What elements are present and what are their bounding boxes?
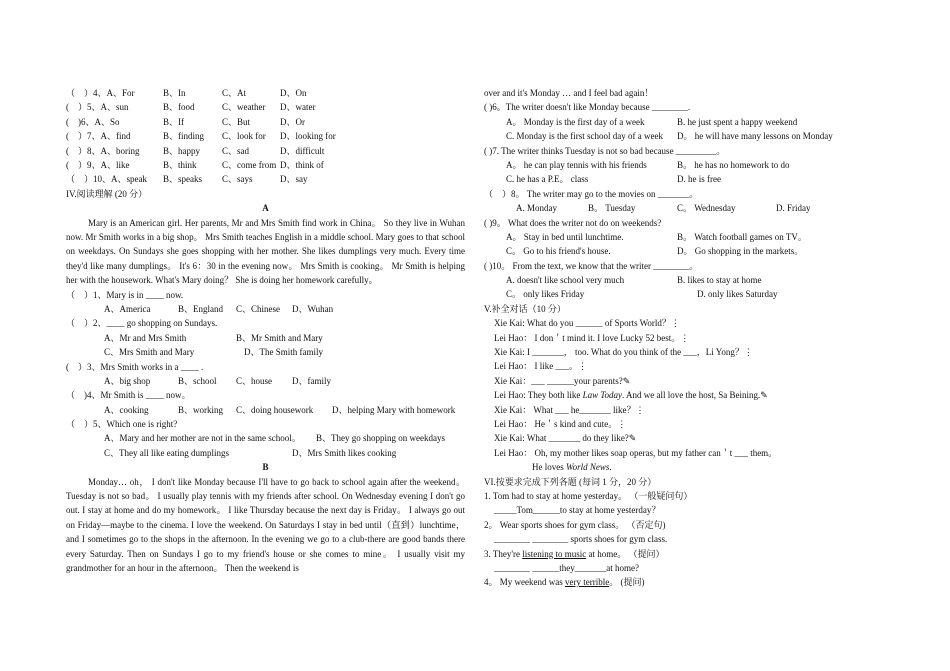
option-c: C、doing housework xyxy=(236,404,314,415)
reading-question-8 xyxy=(484,187,848,201)
reading-question-10 xyxy=(484,259,848,273)
tv-show-title: World News xyxy=(566,462,610,473)
option-c: C. he has a P.E。 class xyxy=(506,174,589,185)
reading-options-6a xyxy=(484,115,848,129)
option-b: B、happy xyxy=(163,145,200,156)
section-6-title: VI.按要求完成下列各题 (每词 1 分，20 分） xyxy=(484,476,657,487)
question-text: （ ）2、____ go shopping on Sundays. xyxy=(66,318,218,329)
reading-options-7b xyxy=(484,172,848,186)
dialog-line-2 xyxy=(484,331,848,345)
option-b: B。 he has no homework to do xyxy=(677,159,790,170)
option-b: B、food xyxy=(163,102,195,113)
left-column xyxy=(66,86,465,575)
option-a: A。 Stay in bed until lunchtime. xyxy=(506,231,624,242)
task-pre: 3. They're xyxy=(484,548,520,559)
task-4 xyxy=(484,575,848,589)
option-d: D、helping Mary with homework xyxy=(332,404,456,415)
option-c: C、come from xyxy=(222,159,277,170)
passage-b-text: Monday… oh， I don't like Monday because I'll have to go back to school again after the weekend。 Tuesday is not so bad。 I usually play tennis with my friends after school. On Wednesday evening I don't go out. I stay at home and do my homework。 I like Thursday because the next day is Friday。 I always go out on Friday—maybe to the cinema. I love the weekend. On Saturdays I stay in bed until（直到）lunchtime， and I sometimes go to the shops in the afternoon. In the evening we go to a club-there are good bands there every Saturday. Then on Sundays I go to my friend's house or she comes to mine。 I usually visit my grandmother for an hour in the afternoon。 Then the weekend is xyxy=(66,476,465,574)
task-3-answer xyxy=(484,561,848,575)
task-2 xyxy=(484,518,848,532)
reading-options-5b xyxy=(66,446,465,460)
option-d: D、think of xyxy=(280,159,324,170)
dialog-line-4 xyxy=(484,359,848,373)
cloze-question-5 xyxy=(66,100,465,114)
reading-question-7 xyxy=(484,144,848,158)
option-a: A. Monday xyxy=(516,203,557,214)
question-text: ( ）3、Mrs Smith works in a ____ . xyxy=(66,361,204,372)
dialog-text: Xie Kai：___ ______your parents?✎ xyxy=(494,375,631,386)
option-b: B、school xyxy=(178,375,217,386)
option-d: D、difficult xyxy=(280,145,325,156)
reading-options-3 xyxy=(66,374,465,388)
task-text xyxy=(484,549,664,559)
option-b: B、think xyxy=(163,159,197,170)
dialog-line-1 xyxy=(484,316,848,330)
cloze-question-6 xyxy=(66,115,465,129)
option-d: D. Friday xyxy=(776,203,811,214)
section-4-title: IV.阅读理解 (20 分） xyxy=(66,188,148,199)
reading-question-1 xyxy=(66,288,465,302)
passage-a-text: Mary is an American girl. Her parents, Mr and Mrs Smith find work in China。 So they live in Wuhan now. Mr Smith works in a big shop。 Mrs Smith teaches English in a middle school. Mary goes to that school on weekdays. On Sundays she goes shopping with her mother. She likes dumplings very much. Every time they'd like many dumplings。 It's 6：30 in the evening now。 Mrs Smith is cooking。 Mr Smith is helping her with the housework. What's Mary doing？ She is doing her homework carefully。 xyxy=(66,217,465,286)
reading-question-9 xyxy=(484,216,848,230)
option-c: C。 only likes Friday xyxy=(506,289,585,300)
reading-options-1 xyxy=(66,302,465,316)
dialog-line-10 xyxy=(484,446,848,460)
task-2-answer xyxy=(484,532,848,546)
task-text: 1. Tom had to stay at home yesterday。 （一般疑问句） xyxy=(484,490,693,501)
reading-options-4 xyxy=(66,403,465,417)
reading-options-8 xyxy=(484,201,848,215)
reading-options-10b xyxy=(484,287,848,301)
option-a: A。 he can play tennis with his friends xyxy=(506,159,647,170)
dialog-text-a: He loves xyxy=(532,462,564,473)
dialog-text: Xie Kai: What _______ do they like?✎ xyxy=(494,433,637,444)
question-number: ( ）8、A、boring xyxy=(66,145,140,156)
reading-question-6 xyxy=(484,100,848,114)
question-number: ( ）9、A、like xyxy=(66,159,130,170)
reading-question-4 xyxy=(66,388,465,402)
task-1-answer xyxy=(484,503,848,517)
reading-question-2 xyxy=(66,316,465,330)
option-b: B、speaks xyxy=(163,174,202,185)
passage-a-title: A xyxy=(262,203,269,214)
reading-options-9a xyxy=(484,230,848,244)
task-text xyxy=(484,577,644,587)
task-post: 。 (提问) xyxy=(609,577,645,588)
option-b: B. he just spent a happy weekend xyxy=(677,116,798,127)
option-d: D. he is free xyxy=(677,174,721,185)
option-b: B、In xyxy=(163,88,186,98)
dialog-line-5 xyxy=(484,374,848,388)
question-text: ( )9。 What does the writer not do on weekends? xyxy=(484,217,662,228)
option-a: A、America xyxy=(104,303,151,314)
option-c: C、says xyxy=(222,174,253,185)
dialog-line-7 xyxy=(484,403,848,417)
option-a: A。 Monday is the first day of a week xyxy=(506,116,645,127)
option-d: D、looking for xyxy=(280,131,336,142)
task-pre: 4。 My weekend was xyxy=(484,577,563,588)
dialog-line-3 xyxy=(484,345,848,359)
question-text: （ ）5、Which one is right? xyxy=(66,419,178,430)
dialog-speaker-text: Lei Hao: They both like xyxy=(494,390,581,401)
option-c: C、But xyxy=(222,116,251,127)
option-c: C、weather xyxy=(222,102,266,113)
dialog-line-8 xyxy=(484,417,848,431)
option-b: B。 Tuesday xyxy=(588,203,636,214)
cloze-question-8 xyxy=(66,144,465,158)
option-b: B、working xyxy=(178,404,224,415)
option-c: C、look for xyxy=(222,131,266,142)
task-3 xyxy=(484,547,848,561)
task-post: at home。 （提问） xyxy=(588,548,665,559)
question-number: ( ）5、A、sun xyxy=(66,102,129,113)
option-d: D、Wuhan xyxy=(292,303,334,314)
option-b: B、finding xyxy=(163,131,205,142)
passage-b-title: B xyxy=(262,462,269,473)
dialog-line-6 xyxy=(484,388,848,402)
underlined-phrase: listening to music xyxy=(522,548,587,559)
option-d: D、The Smith family xyxy=(244,347,323,358)
option-b: B、If xyxy=(163,116,184,127)
option-a: A、Mr and Mrs Smith xyxy=(104,332,187,343)
option-c: C、At xyxy=(222,88,247,98)
option-a: A、Mary and her mother are not in the same school。 xyxy=(104,433,301,444)
option-a: A. doesn't like school very much xyxy=(506,275,625,286)
cloze-question-9 xyxy=(66,158,465,172)
passage-b-ending xyxy=(484,86,848,100)
question-number: （ ）10、A、speak xyxy=(66,174,147,185)
task-text: 2。 Wear sports shoes for gym class。 （否定句) xyxy=(484,519,666,530)
reading-question-3 xyxy=(66,360,465,374)
dialog-tail: . And we all love the host, Sa Beining.✎ xyxy=(622,390,768,401)
option-d: D。 he will have many lessons on Monday xyxy=(677,131,833,142)
dialog-text: Lei Hao： He＇s kind and cute。⋮ xyxy=(494,418,627,429)
answer-line: ________ ________ sports shoes for gym class. xyxy=(494,534,668,545)
option-d: D、Or xyxy=(280,116,305,127)
task-1 xyxy=(484,489,848,503)
option-b: B、Mr Smith and Mary xyxy=(236,332,323,343)
dialog-text: Xie Kai： What ___ he_______ like？⋮ xyxy=(494,404,645,415)
dialog-text-b: . xyxy=(609,462,612,473)
question-text: （ ）8。 The writer may go to the movies on _______。 xyxy=(484,188,699,199)
dialog-text: Xie Kai: I _______， too. What do you think of the ___，Li Yong？⋮ xyxy=(494,347,753,358)
option-c: C、sad xyxy=(222,145,250,156)
option-c: C、Chinese xyxy=(236,303,280,314)
reading-options-5a xyxy=(66,431,465,445)
question-text: （ ）1、Mary is in ____ now. xyxy=(66,289,184,300)
question-text: ( )10。 From the text, we know that the writer ________。 xyxy=(484,260,699,271)
answer-line: _____Tom______to stay at home yesterday？ xyxy=(494,505,661,516)
reading-options-2b xyxy=(66,345,465,359)
dialog-text: Lei Hao： Oh, my mother likes soap operas, but my father can＇t ___ them。 xyxy=(494,447,778,458)
option-d: D。 Go shopping in the markets。 xyxy=(677,246,804,257)
question-number: ( )6、A、So xyxy=(66,116,120,127)
option-c: C。 Go to his friend's house. xyxy=(506,246,611,257)
option-d: D、Mrs Smith likes cooking xyxy=(292,447,397,458)
passage-text: over and it's Monday … and I feel bad again！ xyxy=(484,88,654,98)
option-c: C。 Wednesday xyxy=(677,203,736,214)
reading-options-10a xyxy=(484,273,848,287)
option-d: D、say xyxy=(280,174,308,185)
option-a: A、cooking xyxy=(104,404,149,415)
dialog-line-11 xyxy=(484,460,848,474)
option-b: B。 Watch football games on TV。 xyxy=(677,231,807,242)
section-5-title: V.补全对话（10 分） xyxy=(484,303,566,314)
right-column xyxy=(484,86,848,590)
dialog-line-9 xyxy=(484,431,848,445)
dialog-text: Lei Hao： I like ___。⋮ xyxy=(494,361,587,372)
option-c: C. Monday is the first school day of a week xyxy=(506,131,663,142)
cloze-question-4 xyxy=(66,86,465,100)
cloze-question-7 xyxy=(66,129,465,143)
question-number: （ ）4、A、For xyxy=(66,88,135,98)
dialog-text xyxy=(484,390,768,400)
option-b: B. likes to stay at home xyxy=(677,275,762,286)
question-number: ( ）7、A、find xyxy=(66,131,131,142)
option-d: D、water xyxy=(280,102,316,113)
reading-question-5 xyxy=(66,417,465,431)
option-d: D、family xyxy=(292,375,331,386)
cloze-question-10 xyxy=(66,172,465,186)
dialog-text xyxy=(484,462,612,472)
answer-line: ________ ______they_______at home? xyxy=(494,562,639,573)
reading-options-9b xyxy=(484,244,848,258)
question-text: （ )4、Mr Smith is ____ now。 xyxy=(66,390,191,401)
question-text: ( )7. The writer thinks Tuesday is not so bad because _________。 xyxy=(484,145,726,156)
option-b: B、They go shopping on weekdays xyxy=(316,433,445,444)
option-a: A、big shop xyxy=(104,375,151,386)
option-c: C、house xyxy=(236,375,273,386)
reading-options-6b xyxy=(484,129,848,143)
option-c: C、Mrs Smith and Mary xyxy=(104,347,195,358)
dialog-text: Lei Hao： I don＇t mind it. I love Lucky 52 best。⋮ xyxy=(494,332,690,343)
tv-show-title: Law Today xyxy=(582,390,623,401)
reading-options-2a xyxy=(66,331,465,345)
underlined-phrase: very terrible xyxy=(564,577,610,588)
option-b: B、England xyxy=(178,303,223,314)
reading-options-7a xyxy=(484,158,848,172)
option-d: D、On xyxy=(280,88,307,98)
question-text: ( )6。The writer doesn't like Monday because ________. xyxy=(484,102,691,113)
dialog-text: Xie Kai: What do you ______ of Sports World？⋮ xyxy=(494,318,680,329)
option-c: C、They all like eating dumplings xyxy=(104,447,229,458)
option-d: D. only likes Saturday xyxy=(697,289,778,300)
